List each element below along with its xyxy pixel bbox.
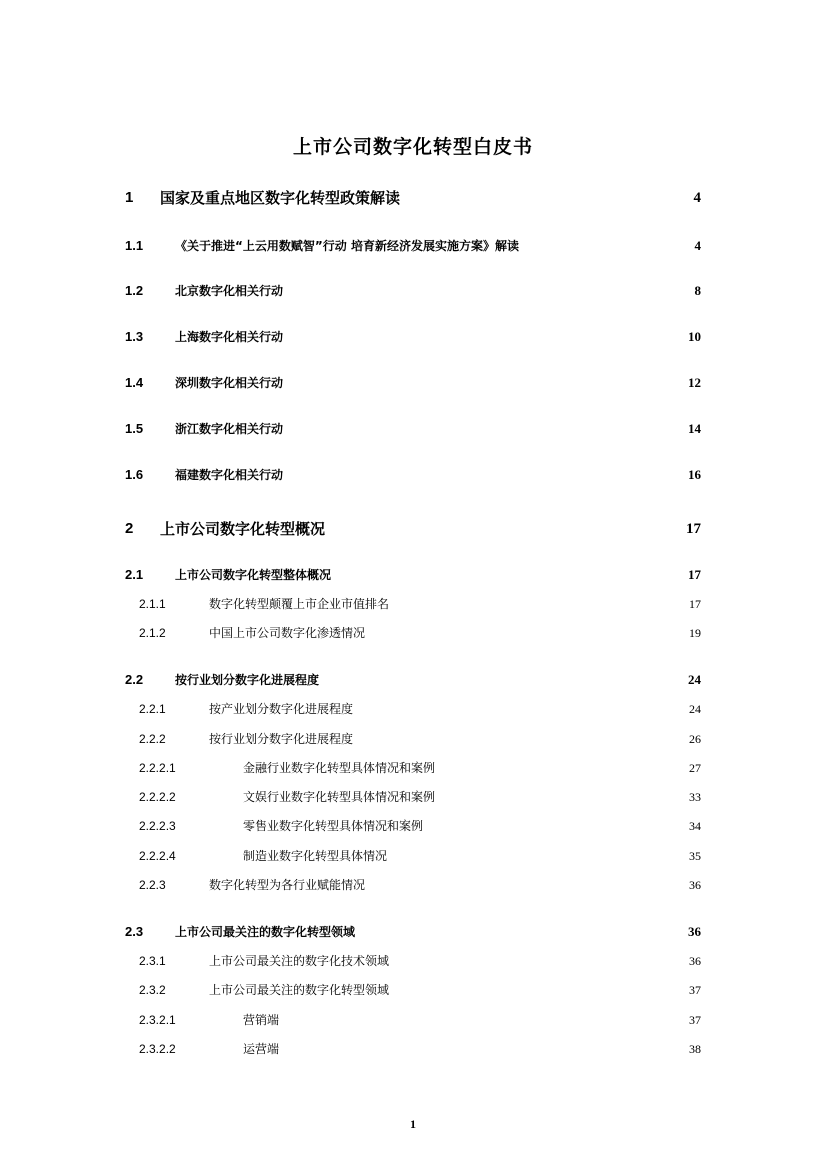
toc-entry-number: 2.3.1: [139, 954, 166, 968]
toc-entry[interactable]: [0, 815, 826, 837]
toc-entry-page: 34: [689, 819, 701, 833]
toc-entry-number: 2.3: [125, 924, 144, 939]
toc-entry-number: 2.2.2.2: [139, 790, 176, 804]
toc-entry-page: 4: [694, 238, 701, 253]
toc-entry-title: 按产业划分数字化进展程度: [209, 702, 354, 716]
toc-entry[interactable]: [0, 564, 826, 586]
toc-entry[interactable]: [0, 418, 826, 440]
toc-entry-number: 2.2.3: [139, 878, 166, 892]
toc-entry-title: 福建数字化相关行动: [175, 468, 284, 482]
toc-entry-number: 2.2: [125, 672, 144, 687]
toc-entry-title: 金融行业数字化转型具体情况和案例: [243, 761, 436, 775]
toc-entry-title: 上市公司最关注的数字化技术领域: [209, 954, 390, 968]
toc-entry-page: 8: [694, 283, 701, 298]
toc-entry-page: 36: [689, 878, 701, 892]
toc-entry[interactable]: [0, 698, 826, 720]
toc-entry-title: 中国上市公司数字化渗透情况: [209, 626, 366, 640]
toc-entry-title: 按行业划分数字化进展程度: [175, 673, 320, 687]
toc-entry-page: 37: [689, 1013, 701, 1027]
toc-entry[interactable]: [0, 464, 826, 486]
toc-entry-page: 38: [689, 1042, 701, 1056]
toc-entry-page: 12: [688, 375, 701, 390]
toc-entry-title: 《关于推进“上云用数赋智”行动 培育新经济发展实施方案》解读: [175, 239, 519, 253]
toc-entry-number: 2.3.2.2: [139, 1042, 176, 1056]
toc-entry-title: 营销端: [243, 1013, 280, 1027]
toc-entry-page: 24: [688, 672, 701, 687]
toc-entry-number: 2.2.2.3: [139, 819, 176, 833]
toc-entry-page: 17: [688, 567, 701, 582]
toc-entry[interactable]: [0, 786, 826, 808]
toc-entry-title: 上海数字化相关行动: [175, 330, 284, 344]
toc-entry-number: 1.4: [125, 375, 144, 390]
toc-entry-page: 27: [689, 761, 701, 775]
toc-entry-title: 文娱行业数字化转型具体情况和案例: [243, 790, 436, 804]
toc-entry-number: 1.6: [125, 467, 144, 482]
toc-entry-number: 2.2.1: [139, 702, 166, 716]
toc-entry-title: 制造业数字化转型具体情况: [243, 849, 388, 863]
toc-entry-page: 14: [688, 421, 701, 436]
toc-entry[interactable]: [0, 372, 826, 394]
toc-entry[interactable]: [0, 235, 826, 257]
toc-entry-title: 国家及重点地区数字化转型政策解读: [160, 189, 401, 207]
toc-entry-page: 26: [689, 732, 701, 746]
toc-entry-title: 深圳数字化相关行动: [175, 376, 284, 390]
toc-entry-title: 上市公司最关注的数字化转型领域: [175, 925, 356, 939]
toc-entry-number: 2.2.2: [139, 732, 166, 746]
toc-entry[interactable]: [0, 757, 826, 779]
page-number: 1: [410, 1117, 416, 1131]
toc-entry-page: 33: [689, 790, 701, 804]
toc-entry[interactable]: [0, 950, 826, 972]
toc-entry[interactable]: [0, 187, 826, 209]
toc-entry[interactable]: [0, 1038, 826, 1060]
toc-entry-number: 1.2: [125, 283, 144, 298]
toc-entry[interactable]: [0, 845, 826, 867]
toc-entry-title: 北京数字化相关行动: [175, 284, 284, 298]
toc-entry-title: 数字化转型颠覆上市企业市值排名: [209, 597, 390, 611]
toc-entry-title: 浙江数字化相关行动: [175, 422, 284, 436]
toc-entry-number: 1.5: [125, 421, 144, 436]
toc-entry[interactable]: [0, 874, 826, 896]
toc-entry-page: 36: [688, 924, 701, 939]
toc-entry[interactable]: [0, 979, 826, 1001]
toc-entry-number: 2.2.2.1: [139, 761, 176, 775]
toc-entry-number: 2.1.2: [139, 626, 166, 640]
toc-entry[interactable]: [0, 593, 826, 615]
toc-entry-number: 2.3.2: [139, 983, 166, 997]
toc-entry-page: 4: [693, 190, 701, 206]
document-title: 上市公司数字化转型白皮书: [292, 136, 533, 158]
toc-entry[interactable]: [0, 622, 826, 644]
toc-entry-title: 上市公司数字化转型整体概况: [175, 568, 332, 582]
toc-entry-number: 1.3: [125, 329, 144, 344]
toc-entry-page: 37: [689, 983, 701, 997]
toc-entry[interactable]: [0, 1009, 826, 1031]
toc-entry-page: 35: [689, 849, 701, 863]
toc-entry-number: 2.1.1: [139, 597, 166, 611]
toc-entry-page: 17: [689, 597, 701, 611]
toc-entry-title: 上市公司数字化转型概况: [160, 520, 326, 538]
toc-entry-page: 19: [689, 626, 701, 640]
toc-entry-number: 2.3.2.1: [139, 1013, 176, 1027]
toc-entry-page: 36: [689, 954, 701, 968]
toc-entry-title: 数字化转型为各行业赋能情况: [209, 878, 366, 892]
toc-entry[interactable]: [0, 280, 826, 302]
toc-entry-page: 17: [686, 521, 701, 537]
toc-entry[interactable]: [0, 518, 826, 540]
toc-entry-number: 2: [125, 520, 134, 537]
toc-entry-page: 10: [688, 329, 701, 344]
toc-entry-number: 1: [125, 189, 134, 206]
toc-entry-number: 2.2.2.4: [139, 849, 176, 863]
toc-entry[interactable]: [0, 669, 826, 691]
toc-entry[interactable]: [0, 921, 826, 943]
toc-entry-number: 2.1: [125, 567, 144, 582]
toc-entry[interactable]: [0, 728, 826, 750]
toc-entry-title: 运营端: [243, 1042, 280, 1056]
toc-entry-title: 按行业划分数字化进展程度: [209, 732, 354, 746]
toc-entry-number: 1.1: [125, 238, 144, 253]
toc-entry-title: 零售业数字化转型具体情况和案例: [243, 819, 424, 833]
toc-entry[interactable]: [0, 326, 826, 348]
toc-entry-page: 16: [688, 467, 701, 482]
toc-entry-title: 上市公司最关注的数字化转型领域: [209, 983, 390, 997]
toc-entry-page: 24: [689, 702, 701, 716]
